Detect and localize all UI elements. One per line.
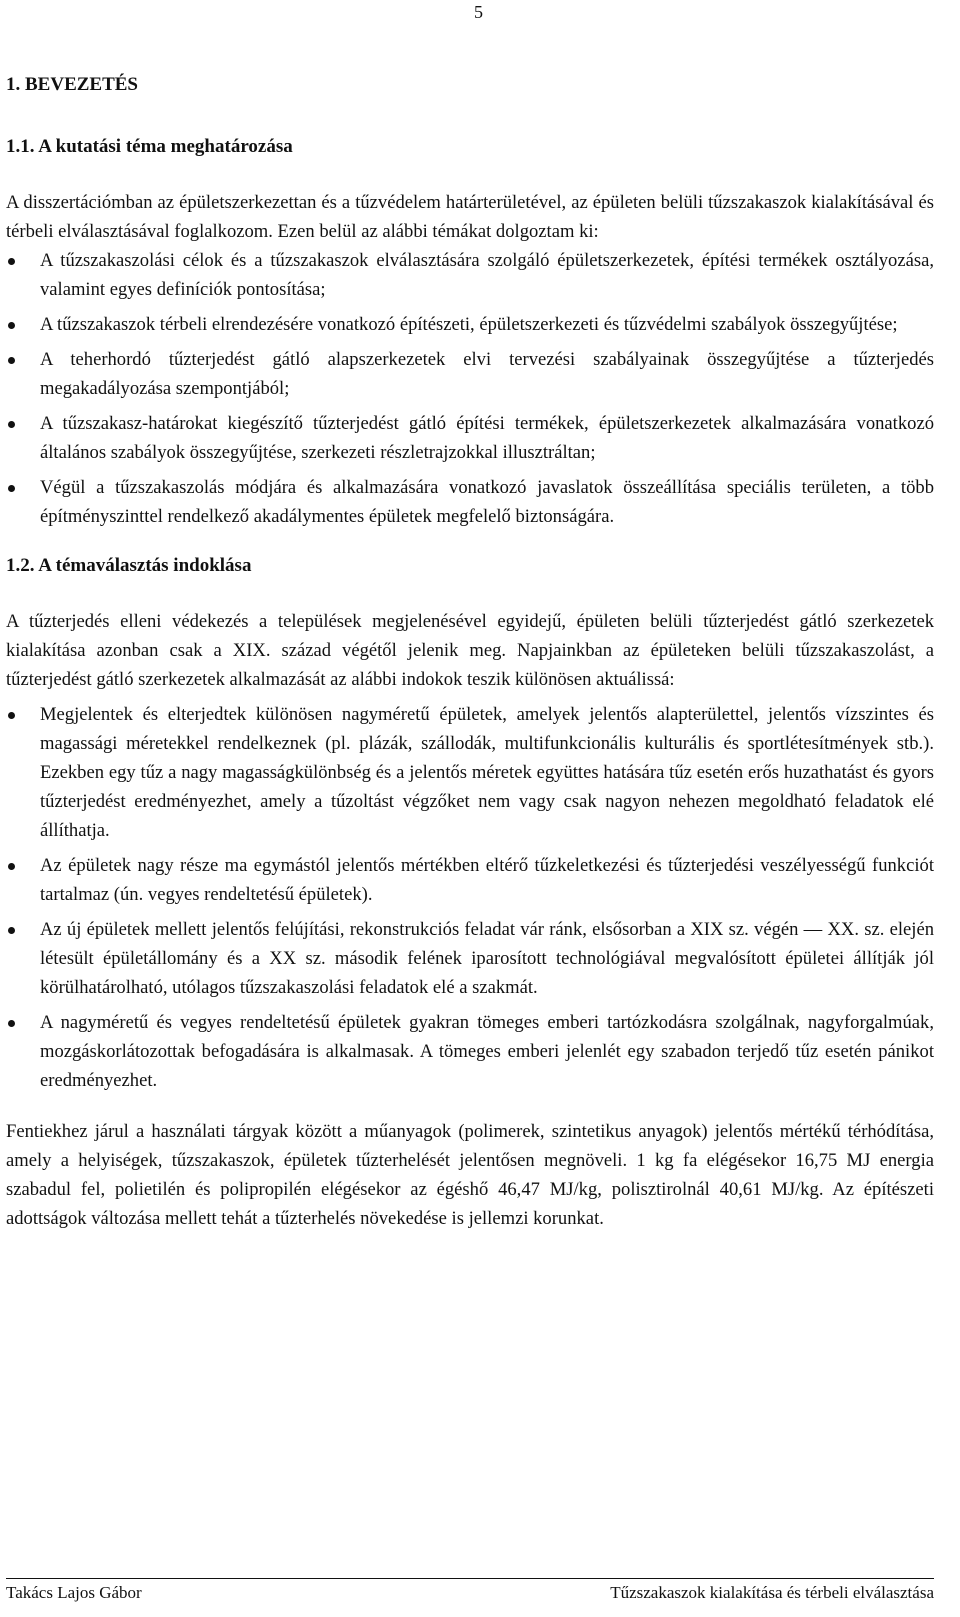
footer-title: Tűzszakaszok kialakítása és térbeli elválasztása <box>610 1583 934 1602</box>
section-title-1-2: 1.2. A témaválasztás indoklása <box>6 555 252 576</box>
list-item: A tűzszakaszok térbeli elrendezésére vonatkozó építészeti, épületszerkezeti és tűzvédelmi szabályok összegyűjtése; <box>6 310 934 339</box>
section-1-1-list <box>6 246 934 531</box>
section-1-2-closing: Fentiekhez járul a használati tárgyak között a műanyagok (polimerek, szintetikus anyagok) jelentős mértékű térhódítása, amely a helyiségek, tűzszakaszok, épületek tűzterhelését jelentősen megnöveli. 1 kg fa elégésekor 16,75 MJ energia szabadul fel, polietilén és polipropilén elégésekor az égéshő 46,47 MJ/kg, polisztirolnál 40,61 MJ/kg. Az építészeti adottságok változása mellett tehát a tűzterhelés növekedése is jellemzi korunkat. <box>6 1121 934 1229</box>
bullet-icon <box>8 357 15 364</box>
list-item: Az épületek nagy része ma egymástól jelentős mértékben eltérő tűzkeletkezési és tűzterjedési veszélyességű funkciót tartalmaz (ún. vegyes rendeltetésű épületek). <box>6 851 934 909</box>
section-1-2-intro: A tűzterjedés elleni védekezés a települések megjelenésével egyidejű, épületen belüli tűzterjedést gátló szerkezetek kialakítása azonban csak a XIX. század végétől jelenik meg. Napjainkban az épületeken belüli tűzszakaszolást, a tűzterjedést gátló szerkezetek alkalmazását az alábbi indokok teszik különösen aktuálissá: <box>6 611 934 690</box>
bullet-icon <box>8 927 15 934</box>
list-item: A nagyméretű és vegyes rendeltetésű épületek gyakran tömeges emberi tartózkodásra szolgálnak, nagyforgalmúak, mozgáskorlátozottak befogadására is alkalmasak. A tömeges emberi jelenlét egy szabadon terjedő tűz esetén pánikot eredményezhet. <box>6 1008 934 1095</box>
section-title-1-1: 1.1. A kutatási téma meghatározása <box>6 136 293 157</box>
bullet-icon <box>8 1020 15 1027</box>
bullet-icon <box>8 485 15 492</box>
section-1-2-list <box>6 700 934 1095</box>
chapter-title: 1. BEVEZETÉS <box>6 74 138 95</box>
section-1-1-intro: A disszertációmban az épületszerkezettan és a tűzvédelem határterületével, az épületen belüli tűzszakaszok kialakításával és térbeli elválasztásával foglalkozom. Ezen belül az alábbi témákat dolgoztam ki: <box>6 192 934 242</box>
list-item: Végül a tűzszakaszolás módjára és alkalmazására vonatkozó javaslatok összeállítása speciális területen, a több építményszinttel rendelkező akadálymentes épületek megfelelő biztonságára. <box>6 473 934 531</box>
list-item: Megjelentek és elterjedtek különösen nagyméretű épületek, amelyek jelentős alapterülettel, jelentős vízszintes és magassági méretekkel rendelkeznek (pl. plázák, szállodák, multifunkcionális kulturális és sportlétesítmények stb.). Ezekben egy tűz a nagy magasságkülönbség és a jelentős méretek együttes hatására tűz esetén erős huzathatást és gyors tűzterjedést eredményezhet, amely a tűzoltást végzőket nem vagy csak nagyon nehezen megoldható feladatok elé állíthatja. <box>6 700 934 845</box>
list-item: A tűzszakasz-határokat kiegészítő tűzterjedést gátló építési termékek, épületszerkezetek alkalmazására vonatkozó általános szabályok összegyűjtése, szerkezeti részletrajzokkal illusztráltan; <box>6 409 934 467</box>
list-item: A teherhordó tűzterjedést gátló alapszerkezetek elvi tervezési szabályainak összegyűjtése a tűzterjedés megakadályozása szempontjából; <box>6 345 934 403</box>
page-number: 5 <box>474 2 483 22</box>
bullet-icon <box>8 712 15 719</box>
bullet-icon <box>8 322 15 329</box>
page-footer <box>6 1578 934 1603</box>
bullet-icon <box>8 863 15 870</box>
footer-author: Takács Lajos Gábor <box>6 1583 142 1602</box>
list-item: A tűzszakaszolási célok és a tűzszakaszok elválasztására szolgáló épületszerkezetek, építési termékek osztályozása, valamint egyes definíciók pontosítása; <box>6 246 934 304</box>
bullet-icon <box>8 258 15 265</box>
list-item: Az új épületek mellett jelentős felújítási, rekonstrukciós feladat vár ránk, elsősorban a XIX sz. végén — XX. sz. elején létesült épületállomány és a XX sz. második felének iparosított technológiával megvalósított épületei állítják jól körülhatárolható, utólagos tűzszakaszolási feladatok elé a szakmát. <box>6 915 934 1002</box>
document-body <box>6 72 934 1233</box>
bullet-icon <box>8 421 15 428</box>
